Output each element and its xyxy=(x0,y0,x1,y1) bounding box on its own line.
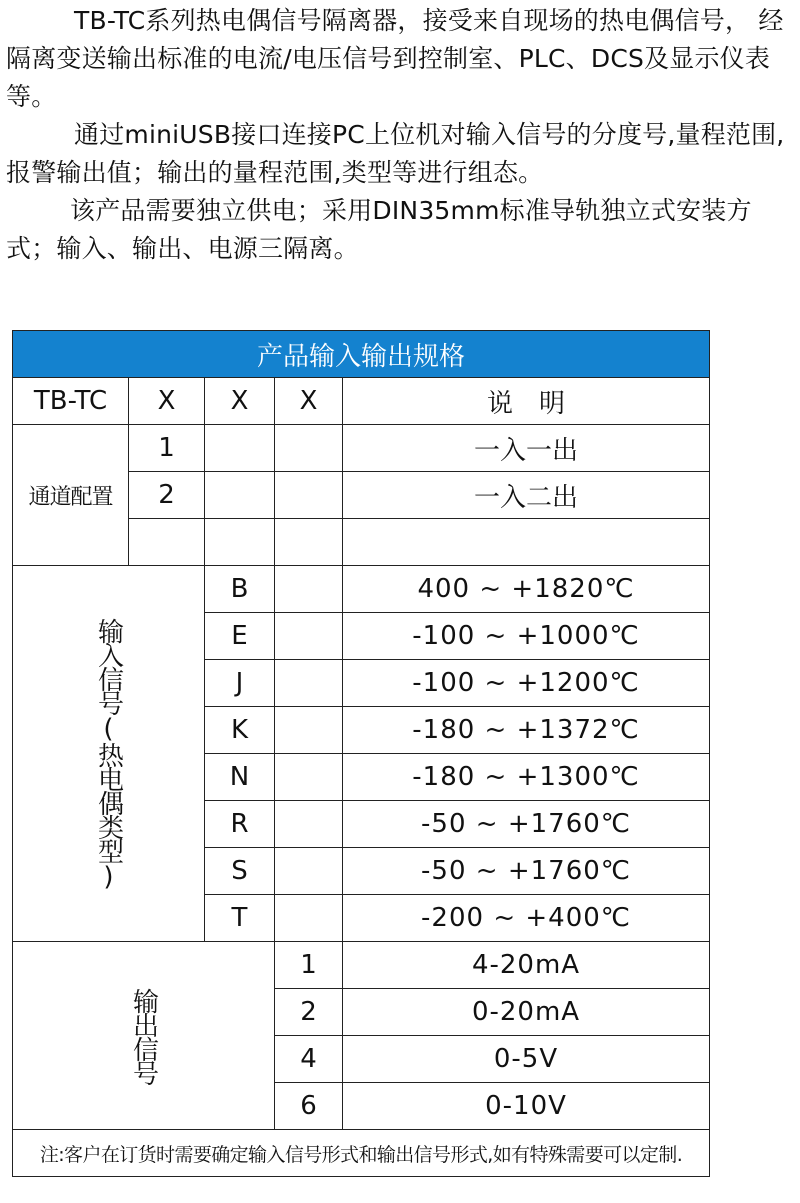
empty-cell xyxy=(275,660,343,707)
empty-cell xyxy=(275,707,343,754)
product-description xyxy=(6,2,798,268)
input-code: T xyxy=(205,895,275,942)
input-code: B xyxy=(205,566,275,613)
output-code: 2 xyxy=(275,989,343,1036)
input-code: K xyxy=(205,707,275,754)
input-code: S xyxy=(205,848,275,895)
empty-cell xyxy=(275,801,343,848)
empty-cell xyxy=(275,613,343,660)
table-row xyxy=(13,942,710,989)
output-signal: 0-10V xyxy=(343,1083,710,1130)
output-signal-label: 输出信号 xyxy=(128,987,159,1084)
table-row xyxy=(13,425,710,472)
output-code: 6 xyxy=(275,1083,343,1130)
spec-table xyxy=(12,330,710,1177)
input-range: -50 ~ +1760℃ xyxy=(343,848,710,895)
table-header-row xyxy=(13,378,710,425)
channel-code: 2 xyxy=(129,472,205,519)
output-signal: 0-20mA xyxy=(343,989,710,1036)
empty-cell xyxy=(205,472,275,519)
empty-cell xyxy=(275,519,343,566)
input-range: -50 ~ +1760℃ xyxy=(343,801,710,848)
table-title: 产品输入输出规格 xyxy=(13,331,710,378)
output-code: 1 xyxy=(275,942,343,989)
channel-desc xyxy=(343,519,710,566)
header-x2: X xyxy=(205,378,275,425)
channel-config-label: 通道配置 xyxy=(13,425,129,566)
input-range: -200 ~ +400℃ xyxy=(343,895,710,942)
empty-cell xyxy=(205,519,275,566)
table-title-row xyxy=(13,331,710,378)
output-signal-label-cell xyxy=(13,942,275,1130)
input-range: -180 ~ +1372℃ xyxy=(343,707,710,754)
intro-paragraph-1: TB-TC系列热电偶信号隔离器，接受来自现场的热电偶信号， 经隔离变送输出标准的电流/电压信号到控制室、PLC、DCS及显示仪表等。 xyxy=(6,6,784,111)
header-x1: X xyxy=(129,378,205,425)
header-model: TB-TC xyxy=(13,378,129,425)
header-description: 说 明 xyxy=(343,378,710,425)
empty-cell xyxy=(275,425,343,472)
empty-cell xyxy=(275,472,343,519)
input-range: 400 ~ +1820℃ xyxy=(343,566,710,613)
intro-paragraph-2: 通过miniUSB接口连接PC上位机对输入信号的分度号,量程范围,报警输出值；输出的量程范围,类型等进行组态。 xyxy=(6,120,785,187)
empty-cell xyxy=(205,425,275,472)
intro-paragraph-3: 该产品需要独立供电；采用DIN35mm标准导轨独立式安装方式；输入、输出、电源三隔离。 xyxy=(6,196,752,263)
channel-code: 1 xyxy=(129,425,205,472)
empty-cell xyxy=(275,895,343,942)
input-code: E xyxy=(205,613,275,660)
input-code: J xyxy=(205,660,275,707)
channel-desc: 一入二出 xyxy=(343,472,710,519)
input-range: -180 ~ +1300℃ xyxy=(343,754,710,801)
output-signal: 4-20mA xyxy=(343,942,710,989)
empty-cell xyxy=(275,566,343,613)
input-code: R xyxy=(205,801,275,848)
table-row xyxy=(13,566,710,613)
empty-cell xyxy=(275,754,343,801)
empty-cell xyxy=(275,848,343,895)
channel-desc: 一入一出 xyxy=(343,425,710,472)
table-note-row xyxy=(13,1130,710,1177)
input-code: N xyxy=(205,754,275,801)
input-signal-label: 输入信号(热电偶类型) xyxy=(93,617,124,890)
output-signal: 0-5V xyxy=(343,1036,710,1083)
header-x3: X xyxy=(275,378,343,425)
channel-code xyxy=(129,519,205,566)
order-note: 注:客户在订货时需要确定输入信号形式和输出信号形式,如有特殊需要可以定制. xyxy=(13,1130,710,1177)
input-range: -100 ~ +1200℃ xyxy=(343,660,710,707)
input-signal-label-cell xyxy=(13,566,205,942)
output-code: 4 xyxy=(275,1036,343,1083)
input-range: -100 ~ +1000℃ xyxy=(343,613,710,660)
